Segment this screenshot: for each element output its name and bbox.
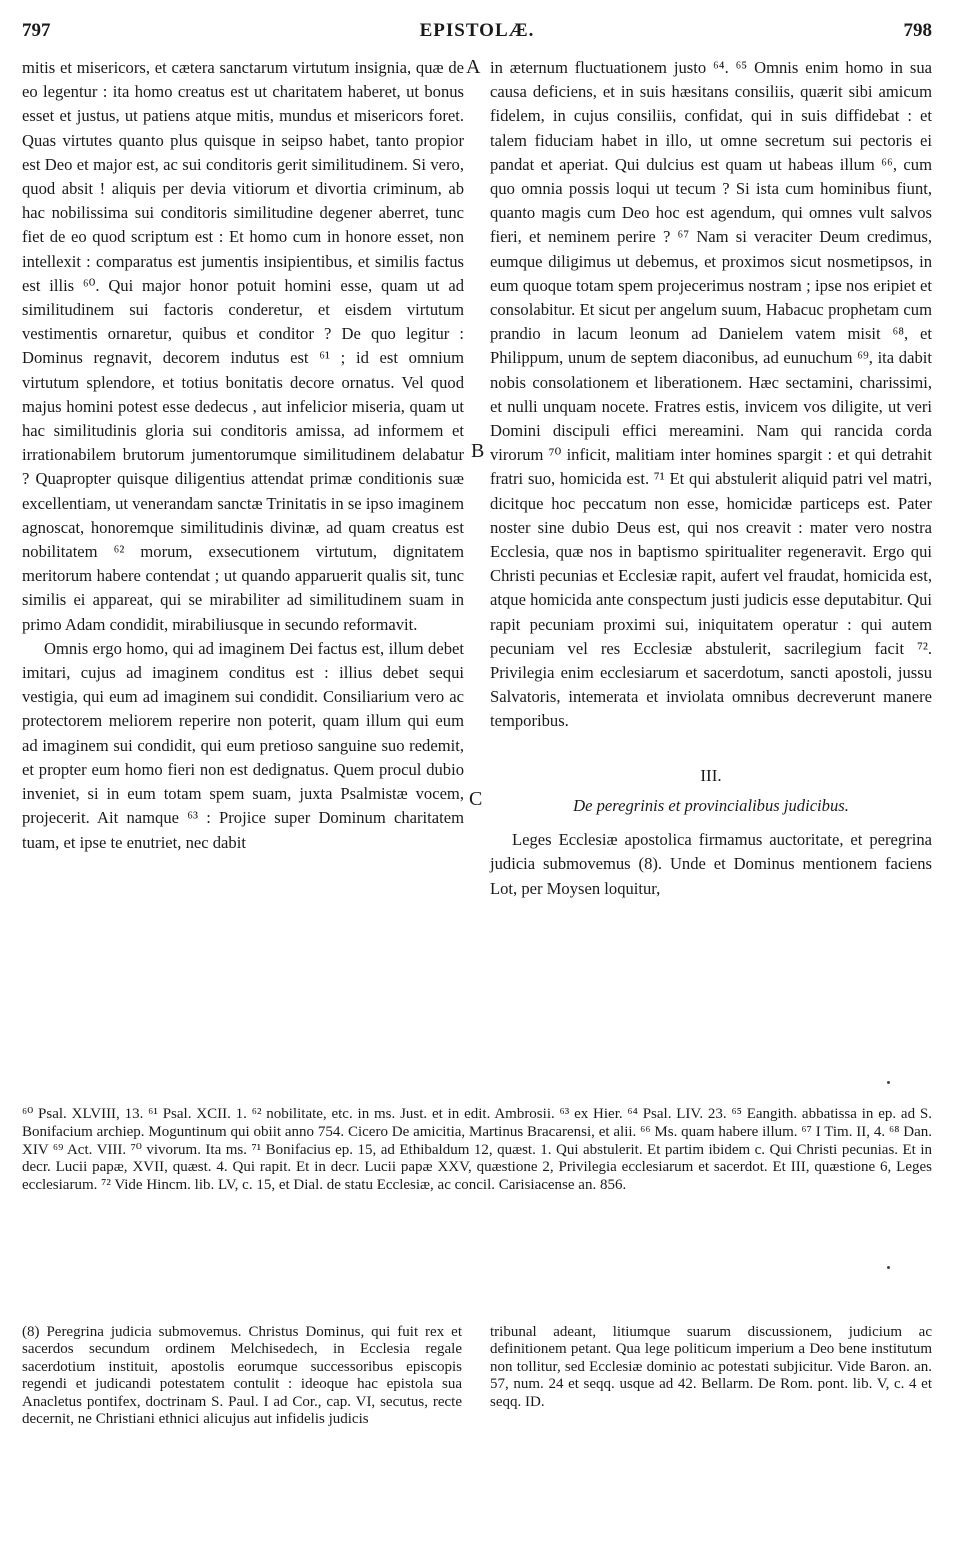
section-title: De peregrinis et provincialibus judicibus. xyxy=(573,795,849,815)
left-paragraph-1: mitis et misericors, et cætera sanctarum virtutum insignia, quæ de eo legentur : ita homo creatus est ut charitatem haberet, ut bonus esset et justus, ut patiens atque mitis, mundus et misericors foret. Quas virtutes quanto plus quisque in seipso habet, tanto propior est Deo et major est, ac sui conditoris gerit similitudinem. Si vero, quod absit ! aliquis per devia vitiorum et divortia criminum, ab hac nobilissima sui conditoris similitudine degener aberret, tunc fiet de eo quod scriptum est : Et homo cum in honore esset, non intellexit : comparatus est jumentis insipientibus, et similis factus est illis ⁶⁰. Qui major honor potuit homini esse, quam ut ad similitudinem sui factoris conderetur, et eisdem virtutum vestimentis ornaretur, quibus et conditor ? De quo legitur : Dominus regnavit, decorem indutus est ⁶¹ ; id est omnium virtutum splendore, et totius bonitatis decore ornatus. Vel quod majus homini potest esse dedecus , aut infelicior miseria, quam ut hac similitudinis gloria sui conditoris amissa, ad informem et irrationabilem brutorum jumentorumque similitudinem delabatur ? Quapropter quisque diligentius attendat primæ conditionis suæ excellentiam, ut venerandam sanctæ Trinitatis in se ipso imaginem agnoscat, honoremque similitudinis divinæ, ad quam creatus est nobilitatem ⁶² morum, exsecutionem virtutum, dignitatem meritorum habere contendat ; ut quando apparuerit qualis sit, tunc similis ei appareat, qui se mirabiliter ad similitudinem suam in primo Adam condidit, mirabiliusque in secundo reformavit. xyxy=(22,58,464,634)
footnotes xyxy=(22,1106,932,1195)
right-paragraph-1: in æternum fluctuationem justo ⁶⁴. ⁶⁵ Omnis enim homo in sua causa deficiens, et in suis hæsitans consiliis, quærit sibi amicum fidelem, in cujus consiliis, confidat, qui in suis diffidebat : et talem fiduciam habet in illo, ut omne secretum sui pectoris ei pandat et aperiat. Qui dulcius est quam ut habeas illum ⁶⁶, cum quo omnia possis loqui ut tecum ? Si ista cum hominibus fiunt, quanto magis cum Deo hoc est agendum, qui omnes vult salvos fieri, et neminem perire ? ⁶⁷ Nam si veraciter Deum credimus, eumque diligimus ut debemus, et proximos sicut nosmetipsos, in eum quoque totam spem projecerimus nostram ; ipse nos eripiet et consolabitur. Et sicut per angelum suum, Habacuc prophetam cum prandio in lacum leonum ad Danielem vatem misit ⁶⁸, et Philippum, unum de septem diaconibus, ad eunuchum ⁶⁹, ita dabit nobis consolationem et liberationem. Hæc sectamini, charissimi, et nulli unquam nocete. Fratres estis, invicem vos diligite, ut veri Domini discipuli effici mereamini. Nam qui rancida corda virorum ⁷⁰ inficit, malitiam inter homines spargit : et qui detrahit fratri suo, homicida est. ⁷¹ Et qui abstulerit aliquid patri vel matri, dicitque hoc peccatum non esse, homicidæ particeps est. Pater noster sine dubio Deus est, qui nos creavit : mater vero nostra Ecclesia, quæ nos in baptismo spiritualiter regeneravit. Ergo qui Christi pecunias et Ecclesiæ rapit, aufert vel fraudat, homicida est, atque homicida ante conspectum justi judicis esse deputabitur. Qui rapit pecuniam proximi sui, iniquitatem operatur : qui autem pecuniam vel res Ecclesiæ abstulerit, sacrilegium facit ⁷². Privilegia enim ecclesiarum et sacerdotum, sancti apostoli, jussu Salvatoris, intemerata et inviolata omnibus decreverunt manere temporibus. xyxy=(490,58,932,731)
commentary-right-text: tribunal adeant, litiumque suarum discussionem, judicium ac definitionem petant. Qua lege politicum imperium a Deo bene institutum non tollitur, sed Ecclesiæ dominio ac potestati subjicitur. Vide Baron. an. 57, num. 24 et seqq. usque ad 42. Bellarm. De Rom. pont. lib. V, c. 4 et seqq. ID. xyxy=(490,1324,932,1410)
section-number: III. xyxy=(700,765,722,785)
margin-marker-a: A xyxy=(466,56,481,78)
right-paragraph-2: Leges Ecclesiæ apostolica firmamus auctoritate, et peregrina judicia submovemus (8). Unde et Dominus mentionem faciens Lot, per Moysen loquitur, xyxy=(490,830,932,898)
left-column xyxy=(22,56,464,855)
commentary-right xyxy=(490,1324,932,1411)
speck xyxy=(887,1266,890,1269)
footnotes-text: ⁶⁰ Psal. XLVIII, 13. ⁶¹ Psal. XCII. 1. ⁶² nobilitate, etc. in ms. Just. et in edit. Ambrosii. ⁶³ ex Hier. ⁶⁴ Psal. LIV. 23. ⁶⁵ Eangith. abbatissa in ep. ad S. Bonifacium archiep. Moguntinum qui obiit anno 754. Cicero De amicitia, Martinus Bracarensi, et alii. ⁶⁶ Ms. quam habere illum. ⁶⁷ I Tim. II, 4. ⁶⁸ Dan. XIV ⁶⁹ Act. VIII. ⁷⁰ vivorum. Ita ms. ⁷¹ Bonifacius ep. 15, ad Ethibaldum 12, quæst. 1. Qui abstulerit. Et partim ibidem c. Qui Christi pecunias. Et in decr. Lucii papæ, XVII, quæst. 4. Qui rapit. Et in decr. Lucii papæ XXV, quæstione 2, Privilegia ecclesiarum et sacerdot. Et III, quæstione 6, Leges ecclesiarum. ⁷² Vide Hincm. lib. LV, c. 15, et Dial. de statu Ecclesiæ, ac concil. Carisiacense an. 856. xyxy=(22,1106,932,1194)
running-head: EPISTOLÆ. xyxy=(419,20,535,41)
left-paragraph-2: Omnis ergo homo, qui ad imaginem Dei factus est, illum debet imitari, cujus ad imaginem conditus est : illius debet sequi vestigia, qui eum ad imaginem sui condidit. Consiliarium vero ac protectorem meliorem reperire non poterit, quam illum qui eum ad imaginem sui condidit, qui eum pretioso sanguine suo redemit, et propter eum homo fieri non est dedignatus. Quem procul dubio inveniet, si in eum totam spem suam, juxta Psalmistæ vocem, projecerit. Ait namque ⁶³ : Projice super Dominum charitatem tuam, et ipse te enutriet, nec dabit xyxy=(22,638,464,852)
commentary-left xyxy=(22,1324,462,1428)
commentary-left-text: (8) Peregrina judicia submovemus. Christus Dominus, qui fuit rex et sacerdos secundum ordinem Melchisedech, in Ecclesia regale sacerdotium instituit, apostolis eorumque successoribus episcopis regendi et judicandi potestatem contulit : ideoque hac epistola sua Anacletus pontifex, doctrinam S. Paul. I ad Cor., cap. VI, secutus, recte decernit, ne Christiani ethnici alicujus aut infidelis judicis xyxy=(22,1324,462,1428)
speck xyxy=(887,1081,890,1084)
margin-marker-c: C xyxy=(469,788,483,810)
right-column xyxy=(490,56,932,901)
margin-marker-b: B xyxy=(471,440,485,462)
page-number-left: 797 xyxy=(22,20,51,41)
page-number-right: 798 xyxy=(903,20,932,41)
page-header xyxy=(22,20,932,50)
